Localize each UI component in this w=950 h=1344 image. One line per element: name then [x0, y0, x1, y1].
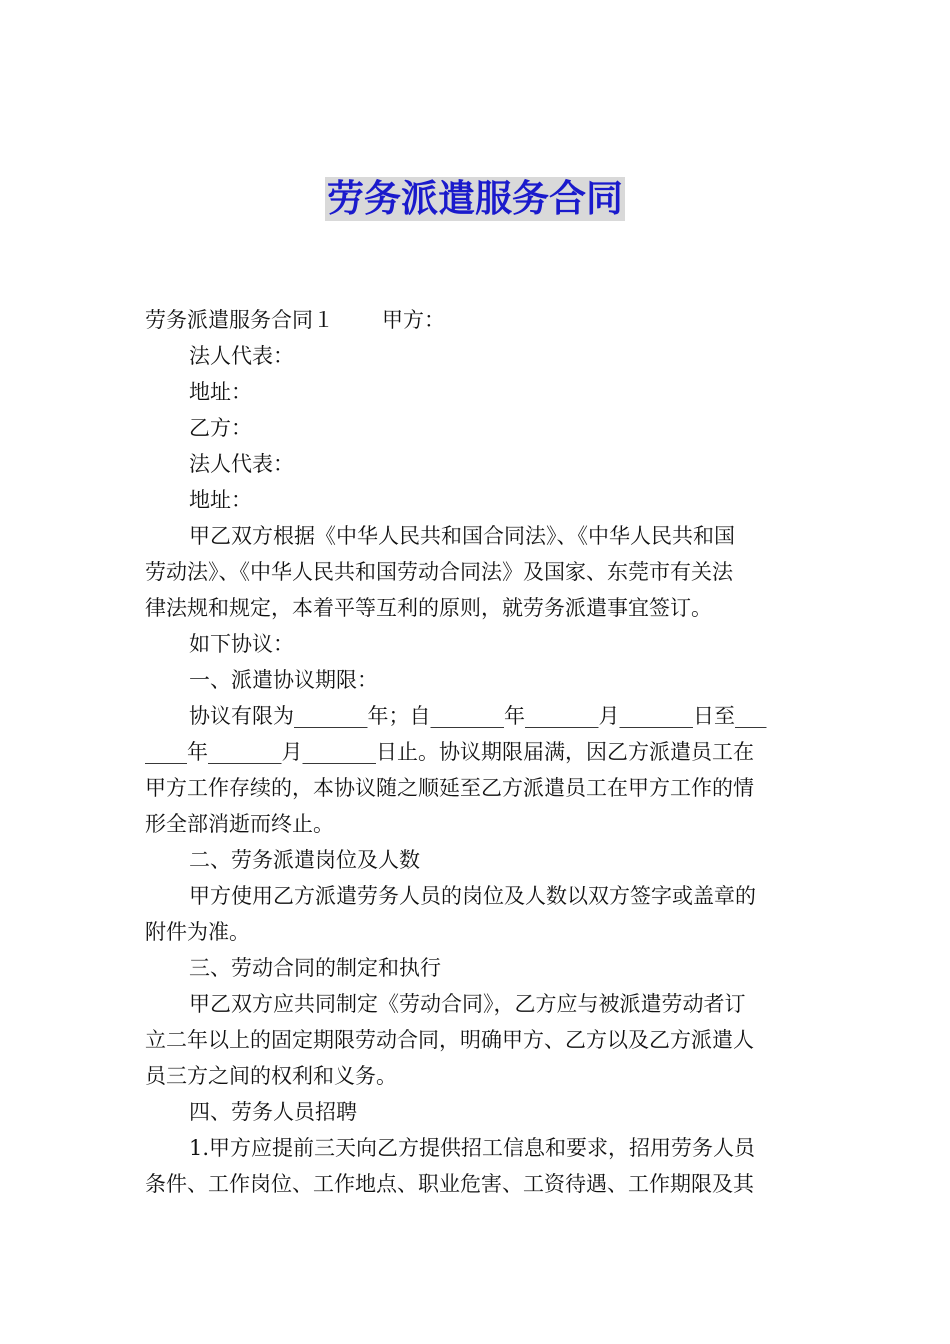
paragraph-line: 形全部消逝而终止。 [145, 812, 334, 836]
paragraph-line: 地址： [189, 380, 252, 404]
party-a-label: 甲方： [382, 308, 445, 332]
paragraph-line: 立二年以上的固定期限劳动合同，明确甲方、乙方以及乙方派遣人 [145, 1028, 754, 1052]
paragraph-line: 法人代表： [189, 344, 294, 368]
paragraph-line: 条件、工作岗位、工作地点、职业危害、工资待遇、工作期限及其 [145, 1172, 754, 1196]
paragraph-line: 甲方工作存续的，本协议随之顺延至乙方派遣员工在甲方工作的情 [145, 776, 754, 800]
document-title: 劳务派遣服务合同 [327, 177, 623, 220]
paragraph-line: 律法规和规定，本着平等互利的原则，就劳务派遣事宜签订。 [145, 596, 712, 620]
paragraph-line: 甲乙双方根据《中华人民共和国合同法》、《中华人民共和国 [189, 524, 735, 548]
paragraph-line: 附件为准。 [145, 920, 250, 944]
section-heading: 三、劳动合同的制定和执行 [189, 956, 441, 980]
paragraph-line: ____年_______月_______日止。协议期限届满，因乙方派遣员工在 [145, 740, 754, 764]
paragraph-line: 地址： [189, 488, 252, 512]
paragraph-line: 1.甲方应提前三天向乙方提供招工信息和要求，招用劳务人员 [189, 1136, 756, 1160]
section-heading: 四、劳务人员招聘 [189, 1100, 357, 1124]
contract-heading-text: 劳务派遣服务合同１ [145, 308, 334, 332]
paragraph-line: 员三方之间的权利和义务。 [145, 1064, 397, 1088]
paragraph-line: 甲方使用乙方派遣劳务人员的岗位及人数以双方签字或盖章的 [189, 884, 756, 908]
paragraph-line: 协议有限为_______年；自_______年_______月_______日至___ [189, 704, 767, 728]
paragraph-line: 劳动法》、《中华人民共和国劳动合同法》及国家、东莞市有关法 [145, 560, 733, 584]
contract-body [145, 302, 807, 1202]
title-wrapper [0, 177, 950, 221]
paragraph-line: 如下协议： [189, 632, 294, 656]
paragraph-line: 甲乙双方应共同制定《劳动合同》，乙方应与被派遣劳动者订 [189, 992, 746, 1016]
section-heading: 二、劳务派遣岗位及人数 [189, 848, 420, 872]
section-heading: 一、派遣协议期限： [189, 668, 378, 692]
paragraph-line: 乙方： [189, 416, 252, 440]
paragraph-line: 法人代表： [189, 452, 294, 476]
paragraph-line [145, 302, 807, 338]
